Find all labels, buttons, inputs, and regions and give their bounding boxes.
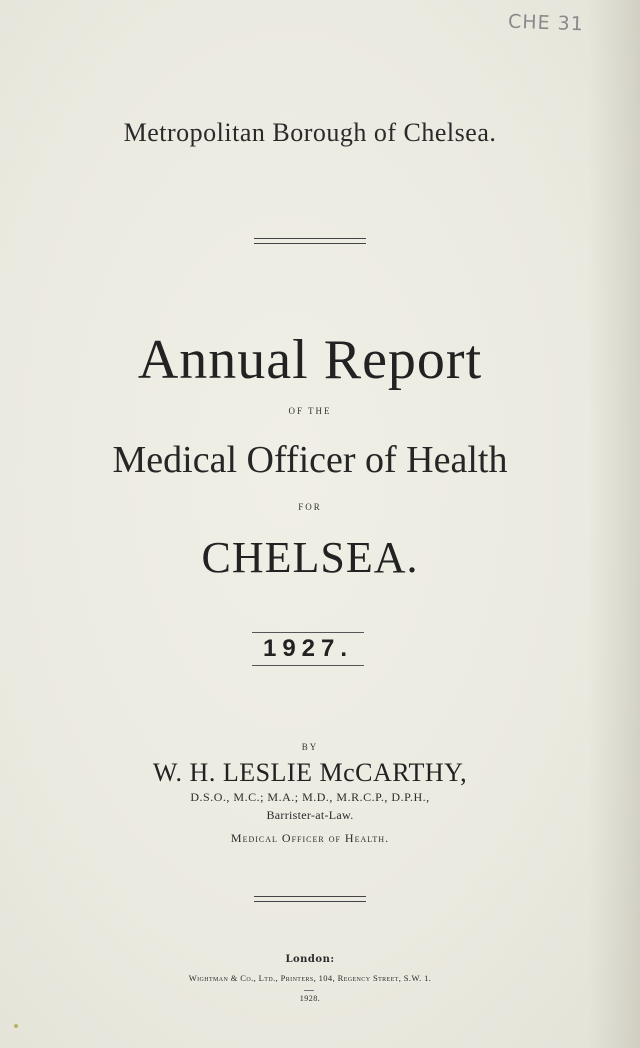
borough-heading: Metropolitan Borough of Chelsea. [123,118,497,147]
imprint-printer: Wightman & Co., Ltd., Printers, 104, Regency Street, S.W. 1. [188,973,432,983]
report-title: Annual Report [137,329,483,391]
author-name: W. H. LESLIE McCARTHY, [152,758,468,787]
paper-speck [14,1024,18,1028]
report-year: 1927. [252,632,364,666]
double-rule-bottom [254,896,366,902]
author-degrees: D.S.O., M.C.; M.A.; M.D., M.R.C.P., D.P.H., [190,790,430,804]
for-label: FOR [298,502,322,512]
imprint-city: London: [285,954,335,965]
catalog-mark: CHE 31 [507,10,585,36]
officer-title: Medical Officer of Health. [230,831,390,845]
by-label: BY [301,742,319,752]
page-spine-shadow [588,0,640,1048]
double-rule-top [254,238,366,244]
place-name: CHELSEA. [201,533,419,582]
imprint-divider [304,990,314,991]
imprint-year: 1928. [299,994,321,1003]
author-barrister: Barrister-at-Law. [266,808,354,822]
report-subtitle: Medical Officer of Health [112,439,508,481]
of-the-label: OF THE [288,406,332,416]
